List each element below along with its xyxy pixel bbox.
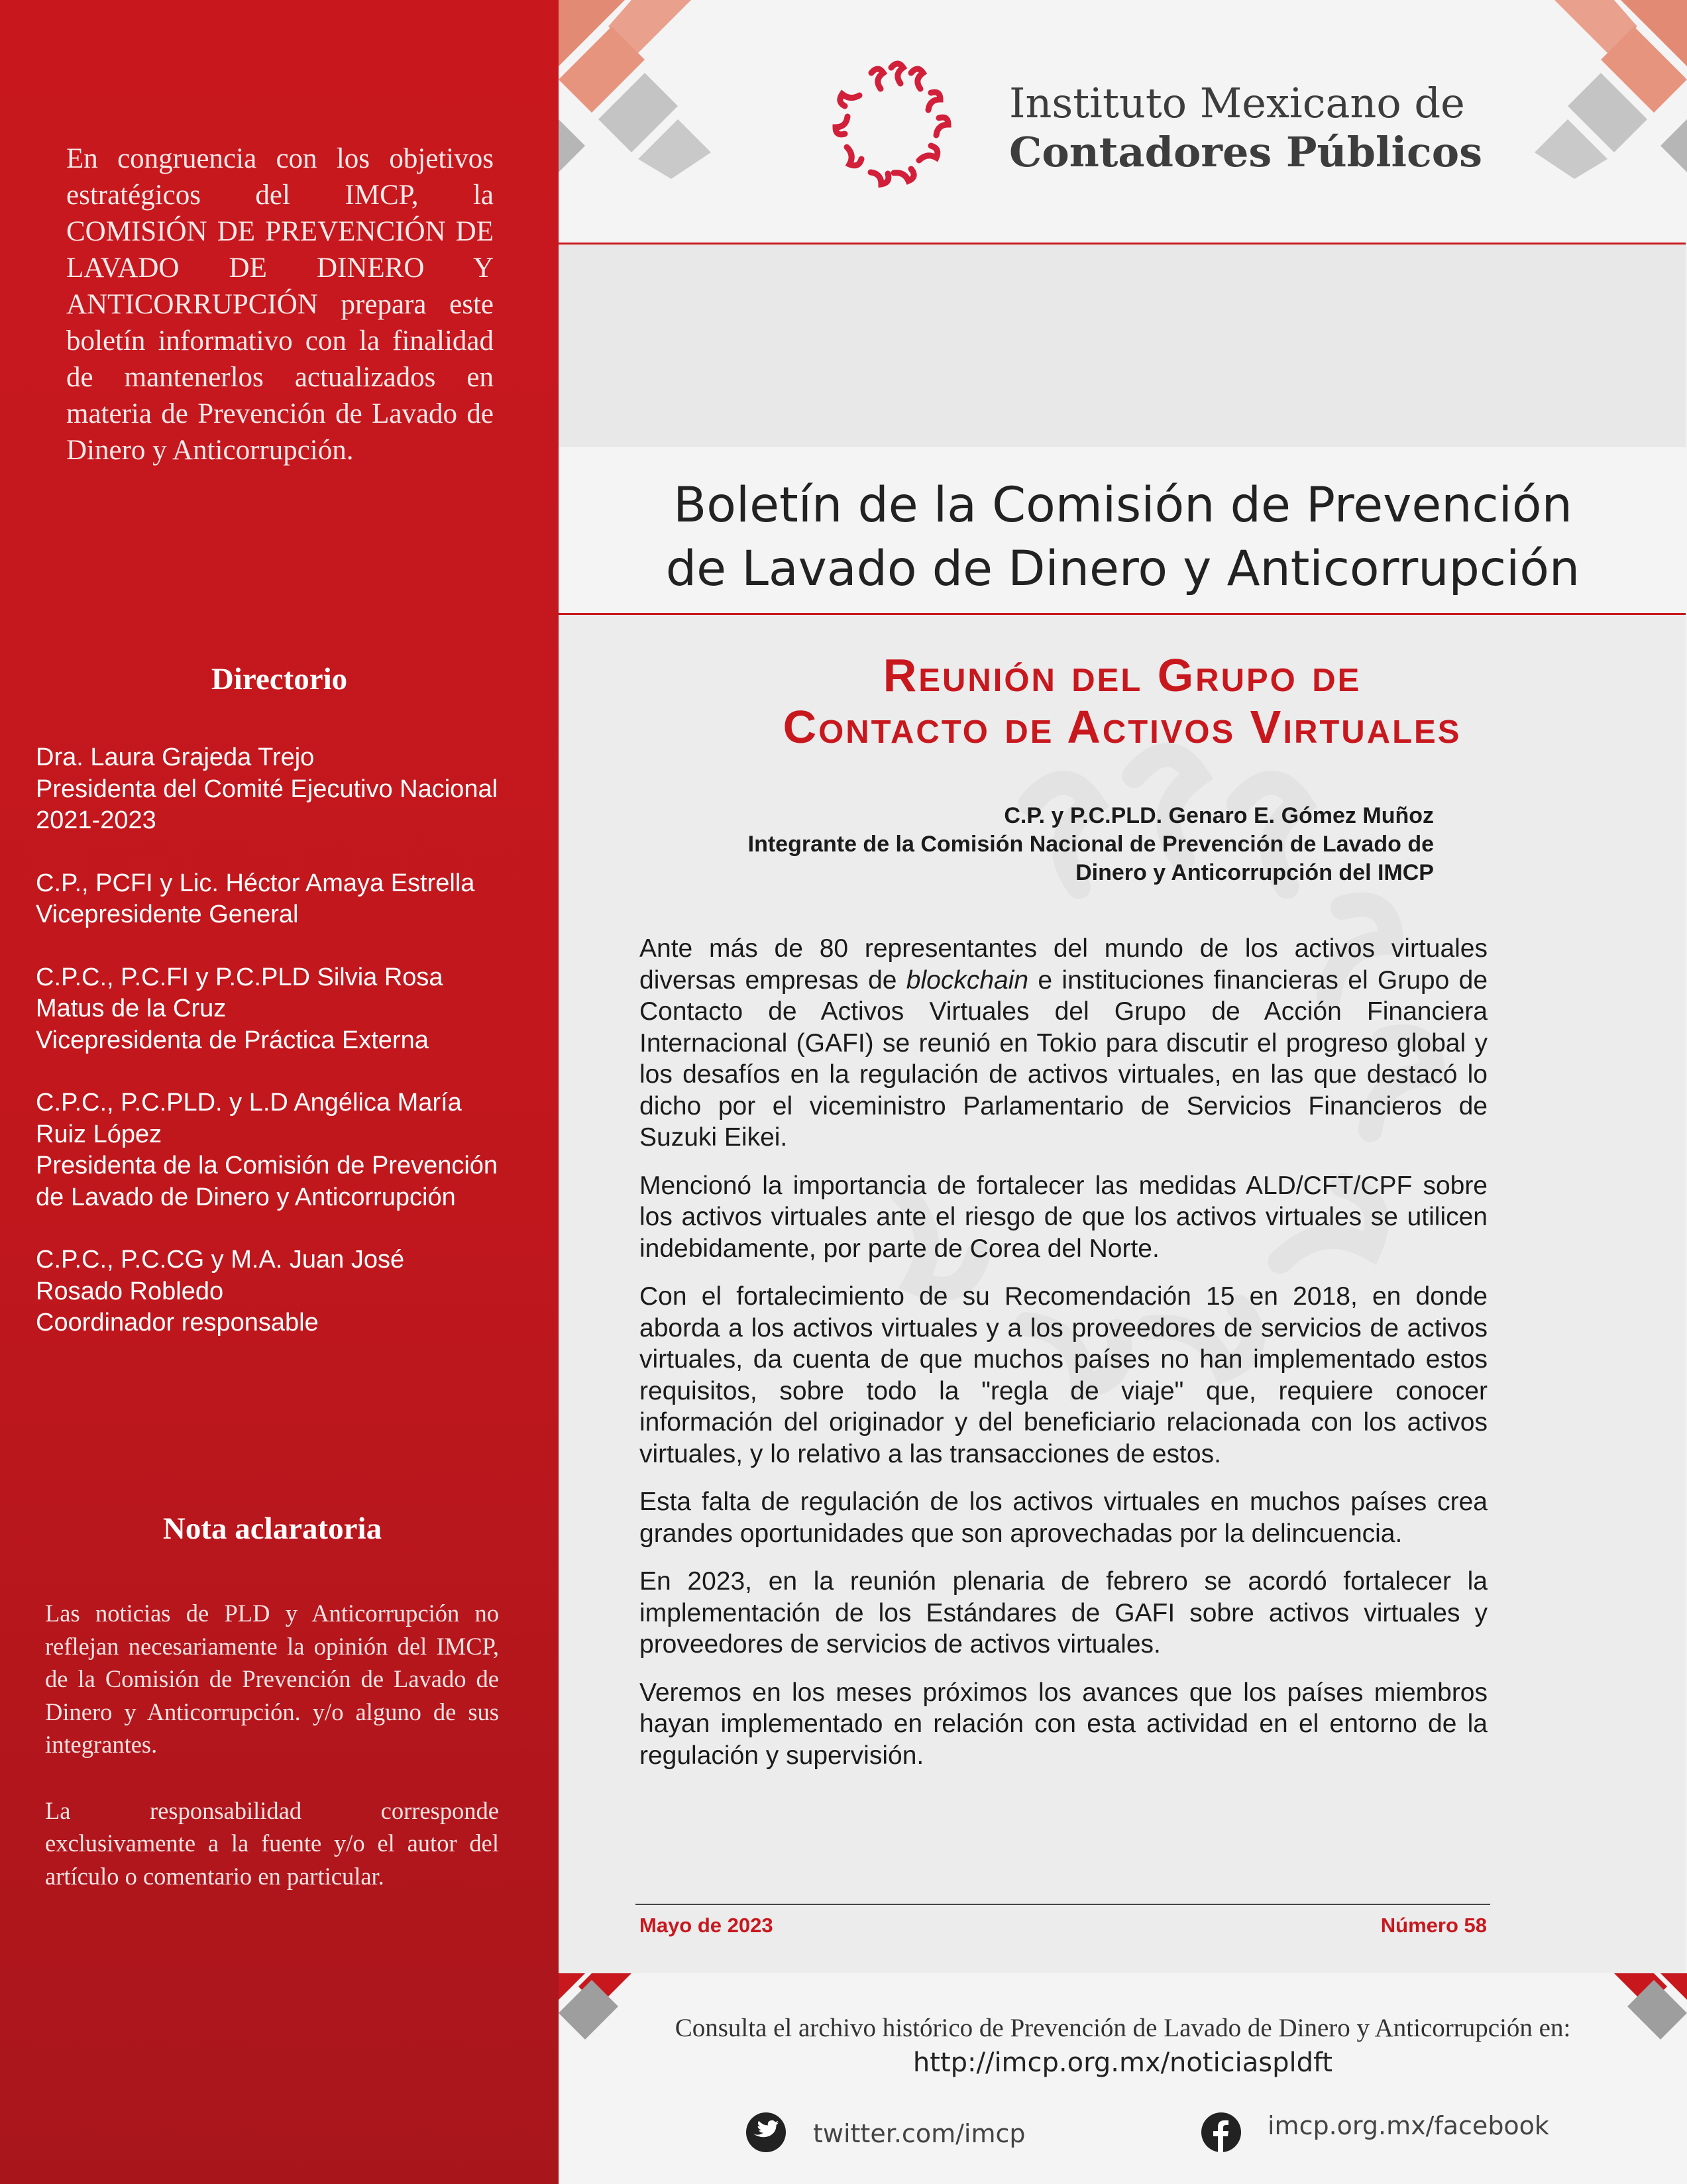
article-paragraph: En 2023, en la reunión plenaria de febrero se acordó fortalecer la implementación de los Estándares de GAFI sobre activos virtuales y proveedores de servicios de activos virtuales.	[639, 1567, 1488, 1659]
twitter-icon[interactable]	[746, 2112, 786, 2152]
author-line: C.P. y P.C.PLD. Genaro E. Gómez Muñoz	[1004, 803, 1434, 828]
boletin-title-line: de Lavado de Dinero y Anticorrupción	[665, 541, 1580, 597]
logo-line1: Instituto Mexicano de	[1009, 79, 1465, 127]
article-paragraph: Con el fortalecimiento de su Recomendación 15 en 2018, en donde aborda a los activos virtuales y a los proveedores de servicios de activos virtuales, da cuenta de que muchos países no han implementado estos requisitos, sobre todo la "regla de viaje" que, requiere conocer información del originador y del beneficiario relacionada con los activos virtuales, y lo relativo a las transacciones de estos.	[639, 1282, 1488, 1468]
directorio-line: Presidenta del Comité Ejecutivo Nacional	[36, 775, 498, 803]
issue-date: Mayo de 2023	[639, 1914, 773, 1937]
sidebar	[0, 0, 559, 2184]
directorio-line: Coordinador responsable	[36, 1309, 319, 1337]
directorio-line: Dra. Laura Grajeda Trejo	[36, 743, 315, 771]
directorio-line: C.P., PCFI y Lic. Héctor Amaya Estrella	[36, 869, 475, 897]
corner-decoration-left	[559, 0, 731, 179]
directorio-line: Presidenta de la Comisión de Prevención	[36, 1152, 498, 1179]
facebook-link[interactable]: imcp.org.mx/facebook	[1268, 2111, 1549, 2140]
article	[559, 613, 1686, 1975]
facebook-icon[interactable]	[1201, 2112, 1241, 2152]
directorio-line: 2021-2023	[36, 806, 156, 834]
nota-paragraph: La responsabilidad corresponde exclusivamente a la fuente y/o el autor del artículo o comentario en particular.	[45, 1796, 499, 1890]
directorio-entry	[36, 742, 539, 837]
directorio-entry	[36, 1244, 539, 1339]
twitter-link[interactable]: twitter.com/imcp	[813, 2119, 1026, 2148]
archive-text: Consulta el archivo histórico de Prevención de Lavado de Dinero y Anticorrupción en:	[675, 2014, 1571, 2042]
directorio-title: Directorio	[211, 662, 348, 696]
article-title-line: Reunión del Grupo de	[883, 649, 1362, 701]
article-paragraph	[639, 933, 1488, 1154]
directorio-line: Rosado Robledo	[36, 1277, 224, 1305]
article-paragraph: Veremos en los meses próximos los avances que los países miembros hayan implementado en relación con esta actividad en el entorno de la regulación y supervisión.	[639, 1678, 1488, 1770]
author-line: Integrante de la Comisión Nacional de Prevención de Lavado de	[747, 832, 1434, 857]
directorio-entry	[36, 962, 539, 1057]
directorio-line: Vicepresidente General	[36, 901, 299, 928]
page-footer	[559, 1973, 1687, 2184]
directorio-line: Vicepresidenta de Práctica Externa	[36, 1026, 429, 1054]
directorio-list	[36, 742, 539, 1370]
boletin-title-line: Boletín de la Comisión de Prevención	[673, 477, 1572, 533]
intro-text: En congruencia con los objetivos estratégicos del IMCP, la COMISIÓN DE PREVENCIÓN DE LAVADO DE DINERO Y ANTICORRUPCIÓN prepara este boletín informativo con la finalidad de mantenerlos actualizados en materia de Prevención de Lavado de Dinero y Anticorrupción.	[66, 143, 494, 466]
article-title	[559, 649, 1686, 753]
imcp-logo-icon	[825, 60, 964, 199]
directorio-entry	[36, 1087, 539, 1213]
article-title-line: Contacto de Activos Virtuales	[783, 701, 1462, 753]
boletin-title	[559, 474, 1687, 601]
directorio-line: Matus de la Cruz	[36, 995, 227, 1022]
article-paragraph: Esta falta de regulación de los activos virtuales en muchos países crea grandes oportunidades que son aprovechadas por la delincuencia.	[639, 1488, 1488, 1548]
article-author	[705, 802, 1434, 887]
header-band	[559, 243, 1686, 449]
author-line: Dinero y Anticorrupción del IMCP	[1075, 860, 1434, 885]
issue-number: Número 58	[1380, 1914, 1487, 1937]
logo-line2: Contadores Públicos	[1009, 128, 1483, 176]
article-paragraph: Mencionó la importancia de fortalecer las medidas ALD/CFT/CPF sobre los activos virtuales ante el riesgo de que los activos virtuales se utilicen indebidamente, por parte de Corea del Norte.	[639, 1171, 1488, 1263]
nota-paragraph: Las noticias de PLD y Anticorrupción no reflejan necesariamente la opinión del IMCP, de la Comisión de Prevención de Lavado de Dinero y Anticorrupción. y/o alguno de sus integrantes.	[45, 1600, 499, 1758]
paragraph-emphasis: blockchain	[906, 965, 1029, 995]
header	[559, 0, 1687, 243]
directorio-line: de Lavado de Dinero y Anticorrupción	[36, 1183, 456, 1211]
logo-text	[1009, 80, 1482, 178]
paragraph-text: e instituciones financieras el Grupo de Contacto de Activos Virtuales del Grupo de Acción Financiera Internacional (GAFI) se reunió en Tokio para discutir el progreso global y los desafíos en la regulación de activos virtuales, en las que destacó lo dicho por el viceministro Parlamentario de Servicios Financieros de Suzuki Eikei.	[639, 965, 1488, 1152]
directorio-line: C.P.C., P.C.FI y P.C.PLD Silvia Rosa	[36, 963, 443, 991]
article-body	[639, 933, 1488, 1788]
directorio-line: Ruiz López	[36, 1120, 162, 1148]
nota-text	[45, 1597, 499, 1926]
boletin-header	[559, 447, 1687, 613]
directorio-line: C.P.C., P.C.CG y M.A. Juan José	[36, 1246, 405, 1274]
corner-decoration-right	[1501, 0, 1687, 179]
directorio-line: C.P.C., P.C.PLD. y L.D Angélica María	[36, 1089, 462, 1117]
directorio-entry	[36, 868, 539, 931]
paragraph-text: Ante más de 80 representantes del mundo de los activos virtuales diversas empresas de	[639, 934, 1488, 995]
archive-link[interactable]: http://imcp.org.mx/noticiaspldft	[912, 2048, 1333, 2078]
footer-rule	[635, 1904, 1490, 1905]
nota-title: Nota aclaratoria	[162, 1511, 382, 1546]
